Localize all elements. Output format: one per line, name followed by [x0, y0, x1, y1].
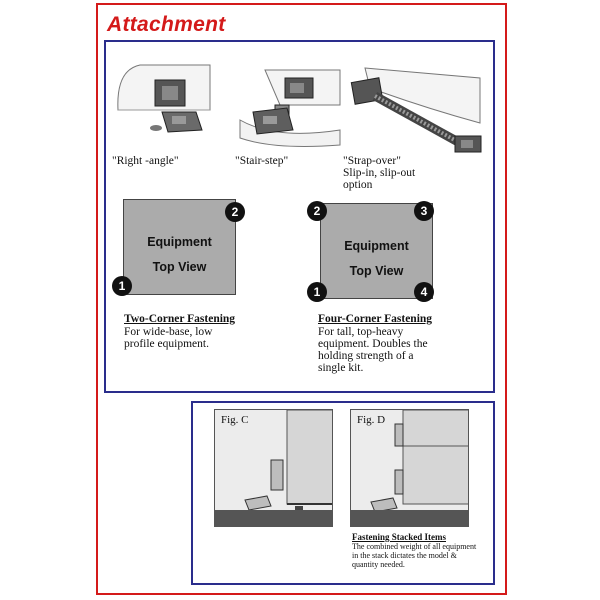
corner-badge-3: 3	[414, 201, 434, 221]
fig-d-label: Fig. D	[357, 414, 386, 426]
right-angle-caption: "Right -angle"	[112, 155, 179, 167]
fig-d	[350, 409, 469, 527]
fig-c-drawing	[215, 410, 333, 527]
corner-badge-1: 1	[112, 276, 132, 296]
corner-badge-2: 2	[307, 201, 327, 221]
four-corner-heading: Four-Corner Fastening	[318, 313, 433, 325]
four-corner-desc-line1: For tall, top-heavy	[318, 326, 404, 338]
equipment-top-view-two-corner	[123, 199, 236, 295]
fig-c-label: Fig. C	[221, 414, 249, 426]
strap-over-caption-line2: Slip-in, slip-out	[343, 167, 416, 179]
top-view-label: Top View	[152, 260, 207, 274]
page-title: Attachment	[107, 13, 226, 36]
fig-d-drawing	[351, 410, 469, 527]
stacked-items-desc: The combined weight of all equipment in the stack dictates the model & quantity needed.	[352, 542, 477, 569]
corner-badge-4: 4	[414, 282, 434, 302]
fig-c	[214, 409, 333, 527]
two-corner-desc-line1: For wide-base, low	[124, 326, 213, 338]
right-angle-illustration	[110, 50, 220, 150]
corner-badge-1: 1	[307, 282, 327, 302]
stacked-items-heading: Fastening Stacked Items	[352, 532, 446, 542]
strap-over-illustration	[345, 48, 485, 158]
four-corner-desc-line4: single kit.	[318, 362, 364, 374]
stair-step-caption: "Stair-step"	[235, 155, 289, 167]
equipment-label: Equipment	[344, 239, 409, 253]
strap-over-caption: "Strap-over"	[343, 155, 401, 167]
corner-badge-2: 2	[225, 202, 245, 222]
top-view-label: Top View	[349, 264, 404, 278]
stair-step-illustration	[235, 50, 345, 150]
equipment-label: Equipment	[147, 235, 212, 249]
two-corner-heading: Two-Corner Fastening	[124, 313, 236, 325]
two-corner-desc-line2: profile equipment.	[124, 338, 209, 350]
four-corner-desc-line2: equipment. Doubles the	[318, 338, 428, 350]
four-corner-desc-line3: holding strength of a	[318, 350, 414, 362]
strap-over-caption-line3: option	[343, 179, 373, 191]
